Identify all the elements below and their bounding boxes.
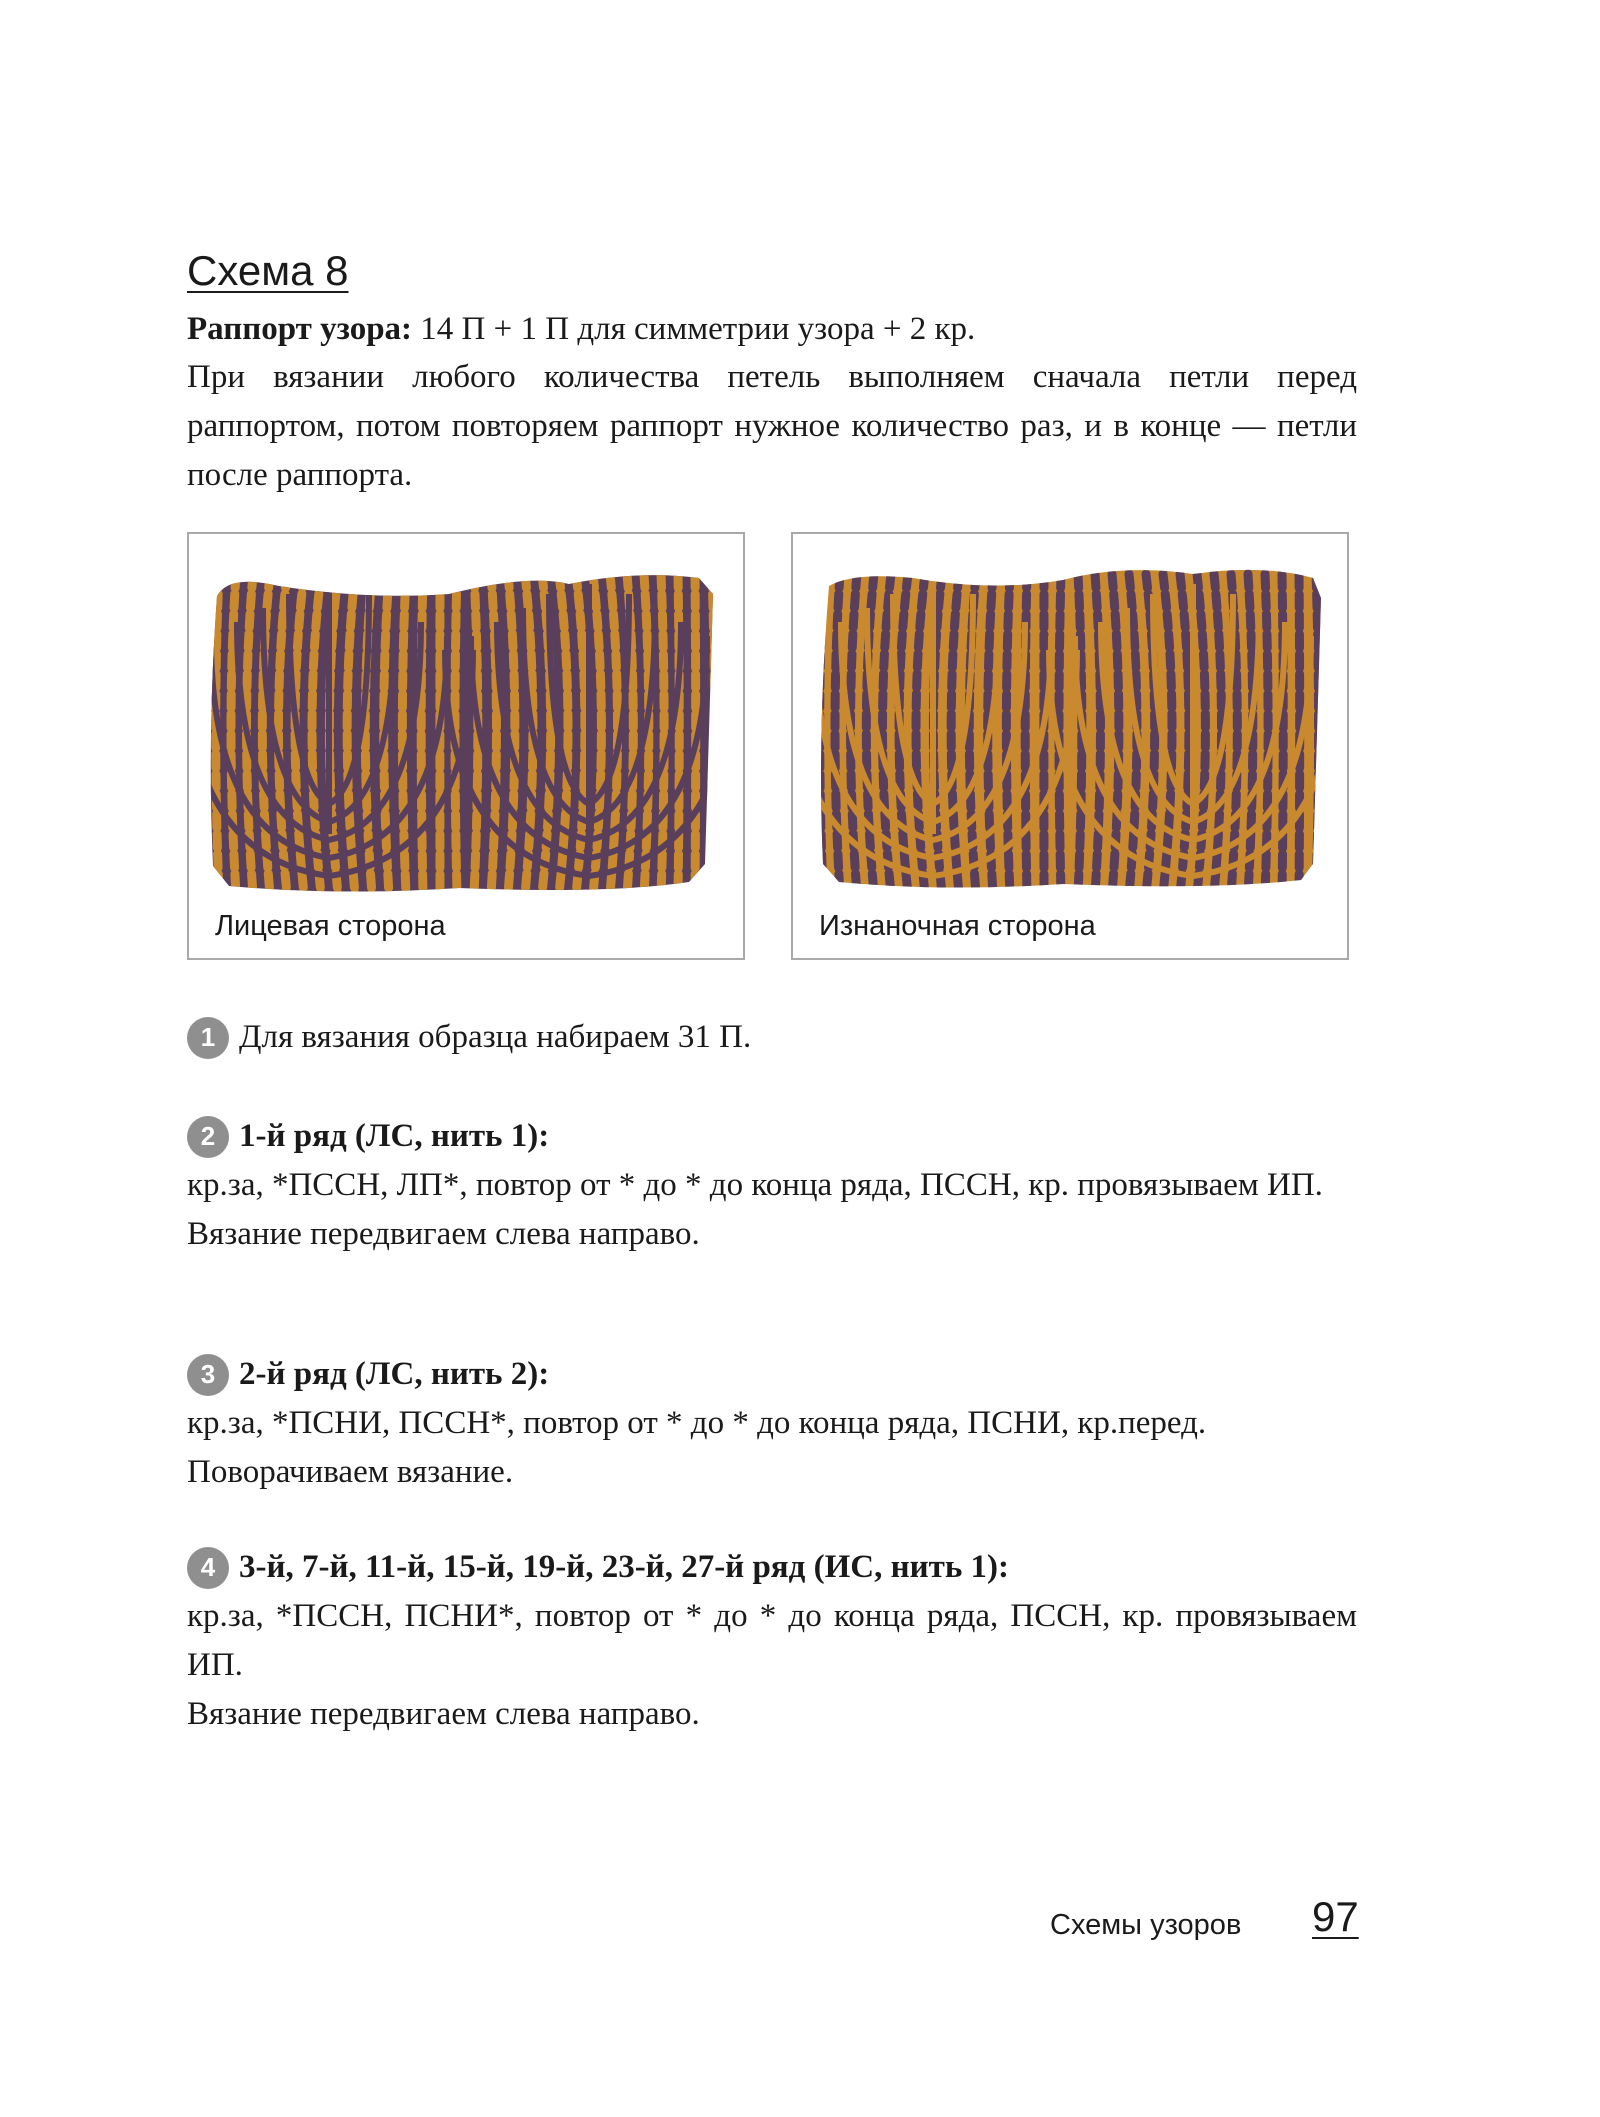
rib-column <box>1316 574 1319 894</box>
step-heading: 1-й ряд (ЛС, нить 1): <box>239 1118 550 1154</box>
step-2 <box>187 1112 1357 1259</box>
intro-text: При вязании любого количества петель выполняем сначала петли перед раппортом, потом повторяем раппорт нужное количество раз, и в конце — петли после раппорта. <box>187 359 1357 493</box>
step-1 <box>187 1013 1357 1062</box>
step-number-badge: 3 <box>187 1354 229 1396</box>
pattern-repeat <box>187 305 1357 354</box>
page-title: Схема 8 <box>187 247 349 294</box>
knit-sample-back-image <box>793 534 1347 958</box>
pattern-repeat-value: 14 П + 1 П для симметрии узора + 2 кр. <box>420 311 976 347</box>
step-heading: 3-й, 7-й, 11-й, 15-й, 19-й, 23-й, 27-й ряд (ИС, нить 1): <box>239 1549 1010 1585</box>
rib-column <box>712 574 715 894</box>
step-instruction: кр.за, *ПССН, ЛП*, повтор от * до * до конца ряда, ПССН, кр. провязываем ИП. <box>187 1167 1323 1203</box>
knit-sample-front-image <box>189 534 743 958</box>
step-heading: 2-й ряд (ЛС, нить 2): <box>239 1356 550 1392</box>
step-instruction: Вязание передвигаем слева направо. <box>187 1216 700 1252</box>
page-number: 97 <box>1312 1893 1359 1940</box>
step-text: Для вязания образца набираем 31 П. <box>239 1019 752 1055</box>
photo-back-side <box>791 532 1349 960</box>
step-instruction: Вязание передвигаем слева направо. <box>187 1696 700 1732</box>
step-3 <box>187 1350 1357 1497</box>
photo-front-side <box>187 532 745 960</box>
pattern-repeat-label: Раппорт узора: <box>187 311 413 347</box>
step-instruction: кр.за, *ПСНИ, ПССН*, повтор от * до * до конца ряда, ПСНИ, кр.перед. <box>187 1405 1207 1441</box>
step-4 <box>187 1543 1357 1739</box>
footer-section-title: Схемы узоров <box>1050 1909 1242 1941</box>
step-instruction: кр.за, *ПССН, ПСНИ*, повтор от * до * до конца ряда, ПССН, кр. провязываем ИП. <box>187 1598 1357 1683</box>
step-number-badge: 1 <box>187 1017 229 1059</box>
photo-caption-front: Лицевая сторона <box>215 910 446 942</box>
step-number-badge: 2 <box>187 1116 229 1158</box>
step-instruction: Поворачиваем вязание. <box>187 1454 514 1490</box>
step-number-badge: 4 <box>187 1547 229 1589</box>
photo-caption-back: Изнаночная сторона <box>819 910 1096 942</box>
